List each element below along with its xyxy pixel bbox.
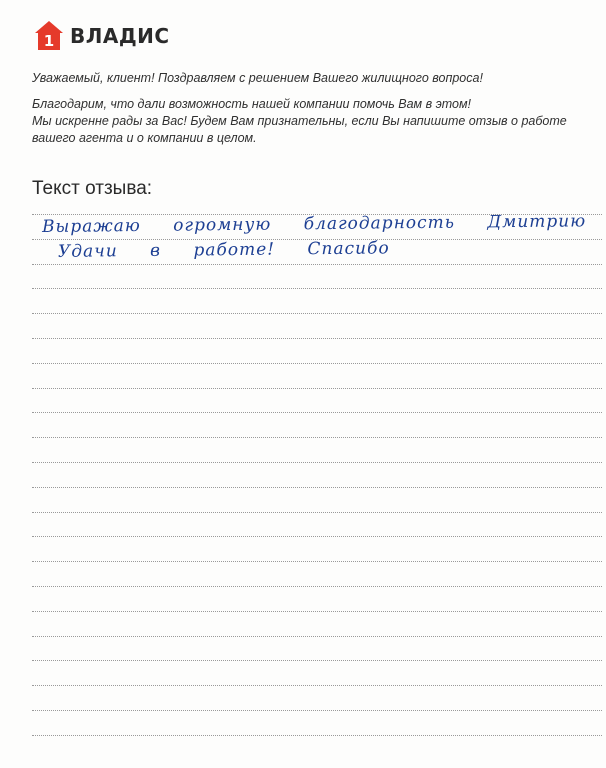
ruled-line [32, 462, 602, 463]
intro-request [32, 96, 592, 147]
brand-logo [34, 20, 170, 52]
ruled-line [32, 561, 602, 562]
review-word: Удачи [57, 241, 118, 262]
ruled-line [32, 264, 602, 265]
ruled-line [32, 685, 602, 686]
review-word: в [150, 240, 162, 261]
review-section-title: Текст отзыва: [32, 178, 153, 199]
ruled-line [32, 313, 602, 314]
review-word: Выражаю [41, 215, 141, 237]
review-word: Дмитрию [487, 211, 587, 233]
review-word: огромную [173, 214, 272, 236]
ruled-line [32, 660, 602, 661]
review-handwriting-line-2 [58, 238, 416, 262]
intro-greeting: Уважаемый, клиент! Поздравляем с решением Вашего жилищного вопроса! [32, 71, 483, 85]
intro-text [32, 70, 592, 156]
review-word: Спасибо [307, 238, 390, 260]
ruled-line [32, 512, 602, 513]
intro-line: Благодарим, что дали возможность нашей компании помочь Вам в этом! [32, 97, 472, 111]
house-logo-icon [34, 20, 64, 52]
brand-name: ВЛАДИС [70, 24, 170, 48]
ruled-line [32, 636, 602, 637]
ruled-line [32, 735, 602, 736]
ruled-line [32, 288, 602, 289]
ruled-line [32, 487, 602, 488]
review-word: благодарность [303, 212, 456, 235]
ruled-line [32, 611, 602, 612]
ruled-line [32, 388, 602, 389]
review-word: работе! [193, 239, 276, 261]
ruled-line [32, 710, 602, 711]
ruled-lines [32, 214, 602, 754]
logo-digit: 1 [43, 32, 55, 50]
intro-line: вашего агента и о компании в целом. [32, 131, 257, 145]
ruled-line [32, 437, 602, 438]
ruled-line [32, 338, 602, 339]
ruled-line [32, 363, 602, 364]
ruled-line [32, 412, 602, 413]
ruled-line [32, 586, 602, 587]
ruled-line [32, 536, 602, 537]
intro-line: Мы искренне рады за Вас! Будем Вам признательны, если Вы напишите отзыв о работе [32, 114, 567, 128]
